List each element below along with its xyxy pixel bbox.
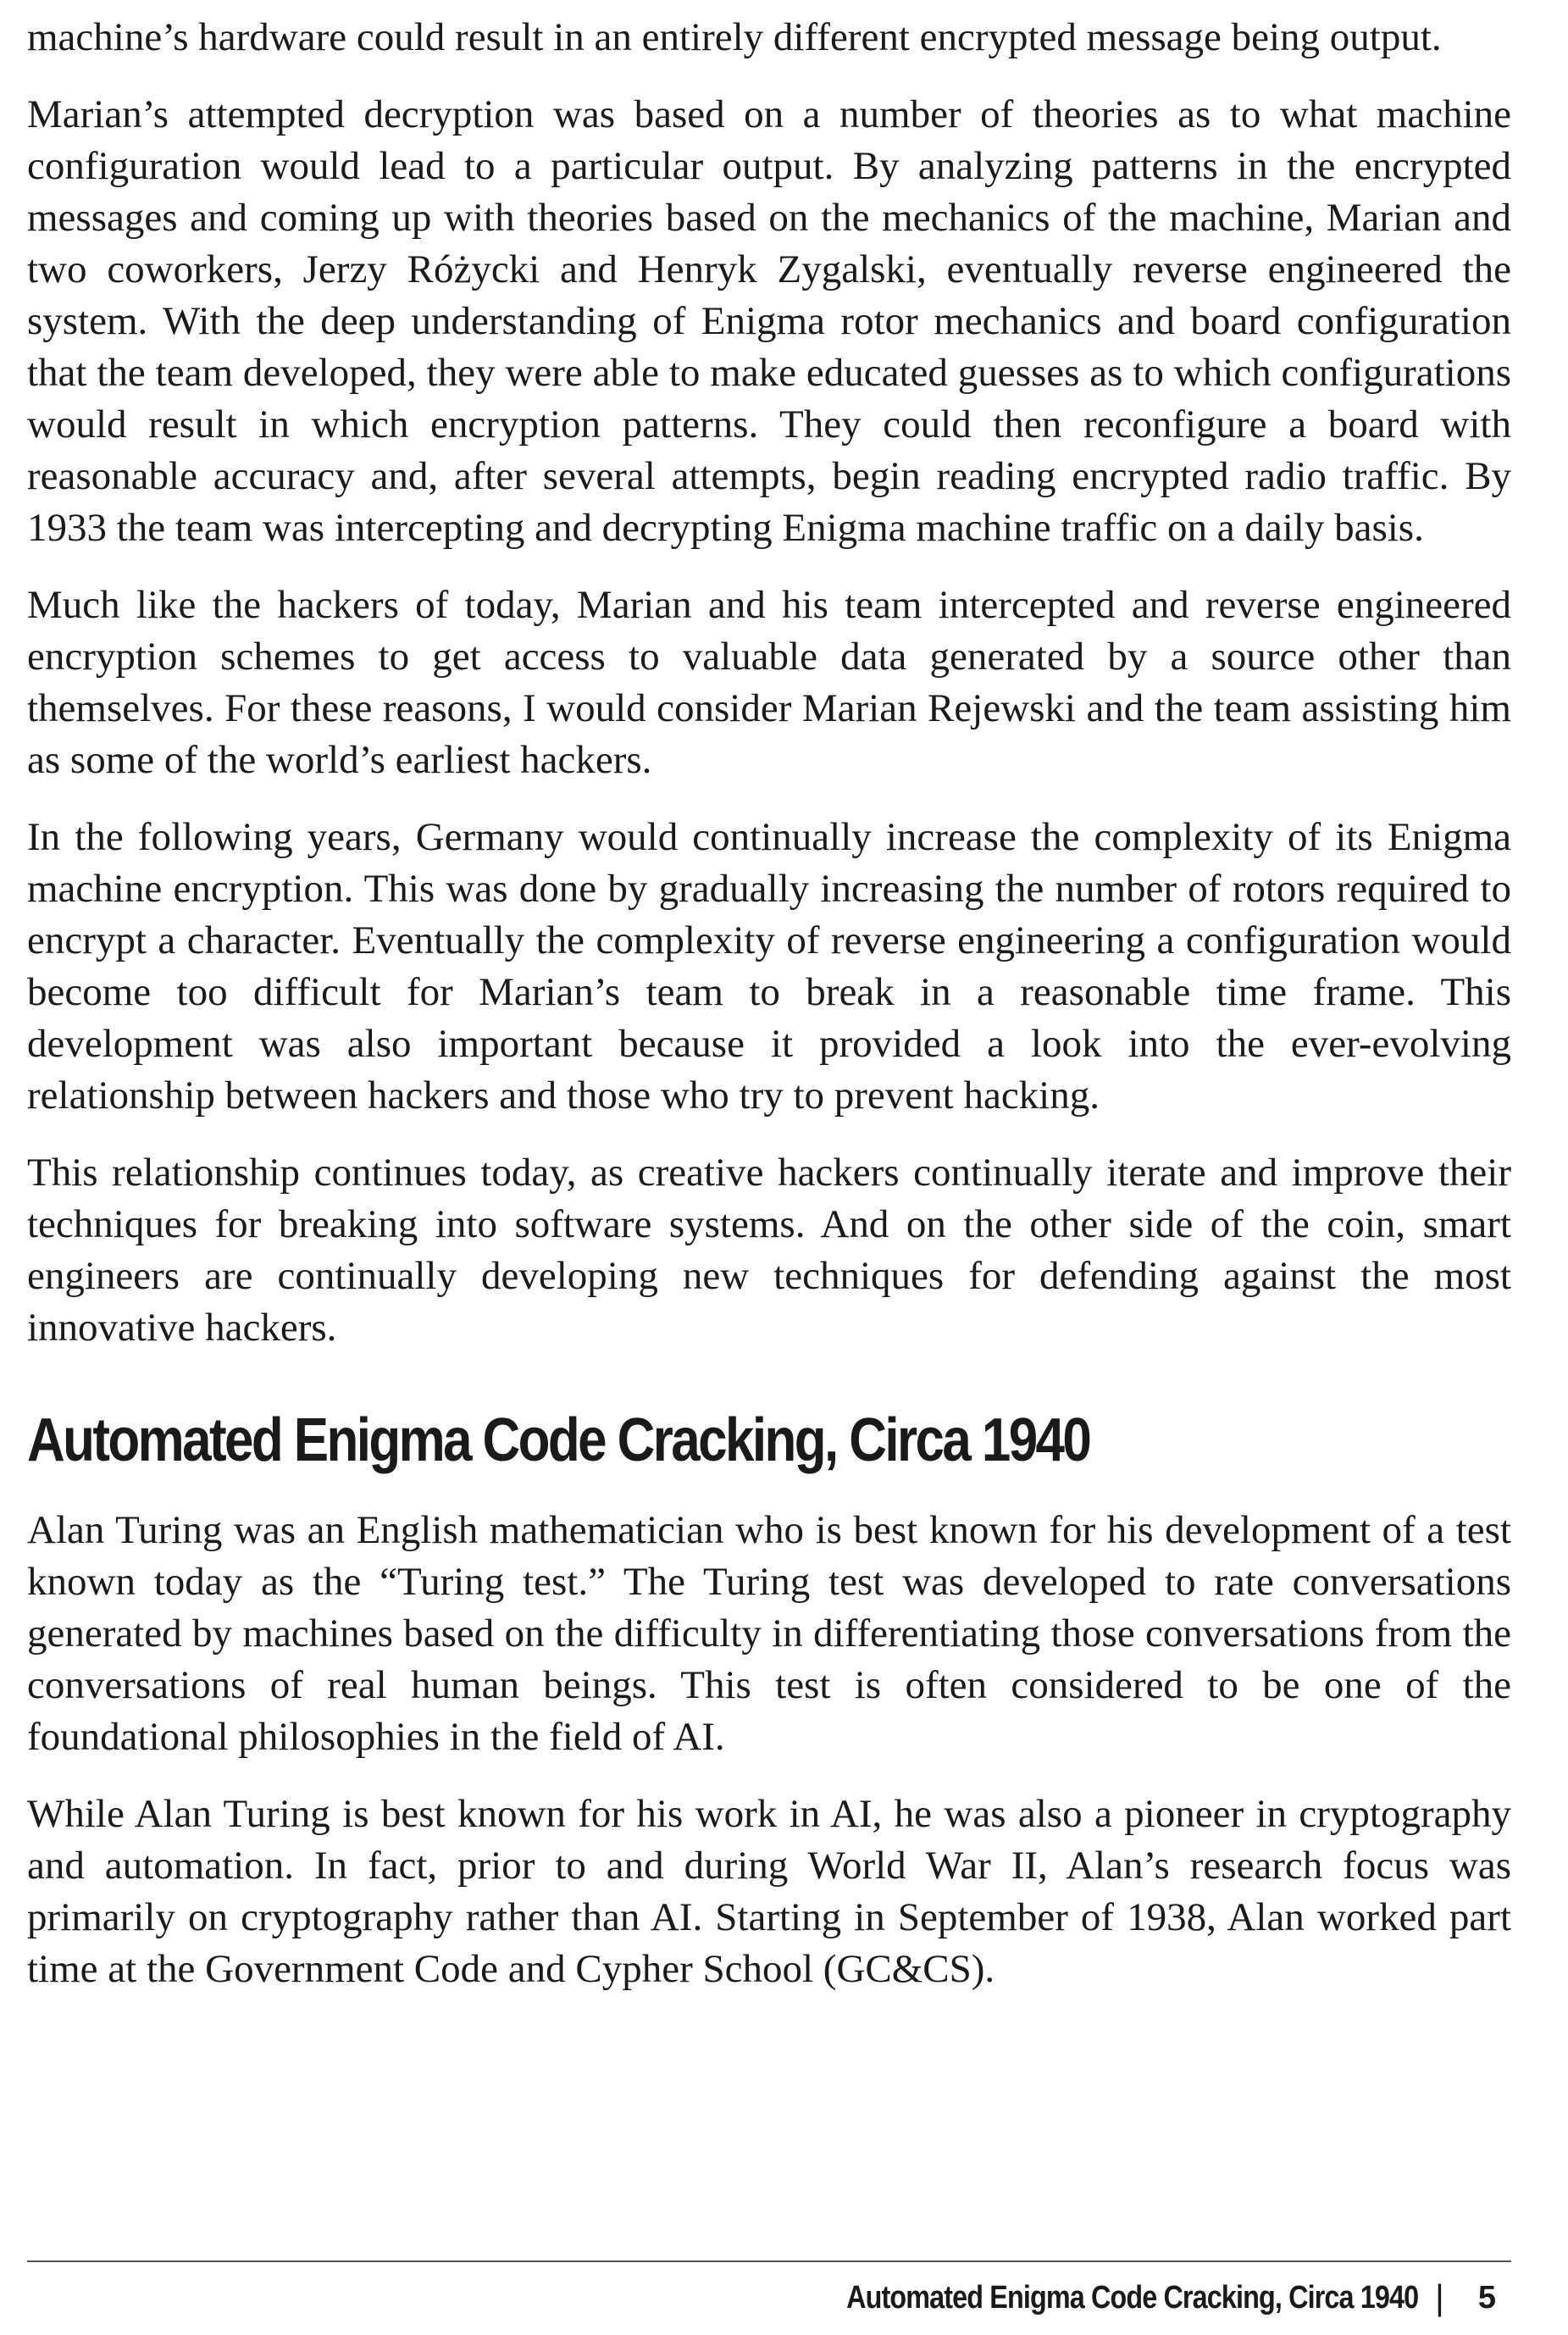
- footer-separator: |: [1434, 2277, 1444, 2317]
- paragraph: Alan Turing was an English mathematician who is best known for his development of a test known today as the “Turing test.” The Turing test was developed to rate conversations generated by machines based on the difficulty in differentiating those conversations from the conversations of real human beings. This test is often considered to be one of the foundational philosophies in the field of AI.: [27, 1508, 1511, 1759]
- page-body: [27, 12, 1511, 2021]
- paragraph: This relationship continues today, as creative hackers continually iterate and improve their techniques for breaking into software systems. And on the other side of the coin, smart engineers are continually developing new techniques for defending against the most innovative hackers.: [27, 1151, 1511, 1350]
- footer-divider: [27, 2260, 1511, 2262]
- page-footer: [745, 2279, 1496, 2316]
- paragraph: While Alan Turing is best known for his work in AI, he was also a pioneer in cryptography and automation. In fact, prior to and during World War II, Alan’s research focus was primarily on cryptography rather than AI. Starting in September of 1938, Alan worked part time at the Government Code and Cypher School (GC&CS).: [27, 1792, 1511, 1991]
- paragraph: machine’s hardware could result in an entirely different encrypted message being output.: [27, 15, 1442, 59]
- section-heading: Automated Enigma Code Cracking, Circa 1940: [27, 1406, 1090, 1474]
- paragraph: Marian’s attempted decryption was based on a number of theories as to what machine configuration would lead to a particular output. By analyzing patterns in the encrypted messages and coming up with theories based on the mechanics of the machine, Marian and two coworkers, Jerzy Różycki and Henryk Zygalski, eventually reverse engineered the system. With the deep understanding of Enigma rotor mechanics and board configuration that the team developed, they were able to make educated guesses as to which configurations would result in which encryption patterns. They could then reconfigure a board with reasonable accuracy and, after several attempts, begin reading encrypted radio traffic. By 1933 the team was intercepting and decrypting Enigma machine traffic on a daily basis.: [27, 92, 1511, 550]
- paragraph: Much like the hackers of today, Marian and his team intercepted and reverse engineered encryption schemes to get access to valuable data generated by a source other than themselves. For these reasons, I would consider Marian Rejewski and the team assisting him as some of the world’s earliest hackers.: [27, 583, 1511, 782]
- page-number: 5: [1477, 2280, 1496, 2316]
- paragraph: In the following years, Germany would continually increase the complexity of its Enigma machine encryption. This was done by gradually increasing the number of rotors required to encrypt a character. Eventually the complexity of reverse engineering a configuration would become too difficult for Marian’s team to break in a reasonable time frame. This development was also important because it provided a look into the ever-evolving relationship between hackers and those who try to prevent hacking.: [27, 815, 1511, 1118]
- footer-running-title: Automated Enigma Code Cracking, Circa 1940: [845, 2280, 1418, 2316]
